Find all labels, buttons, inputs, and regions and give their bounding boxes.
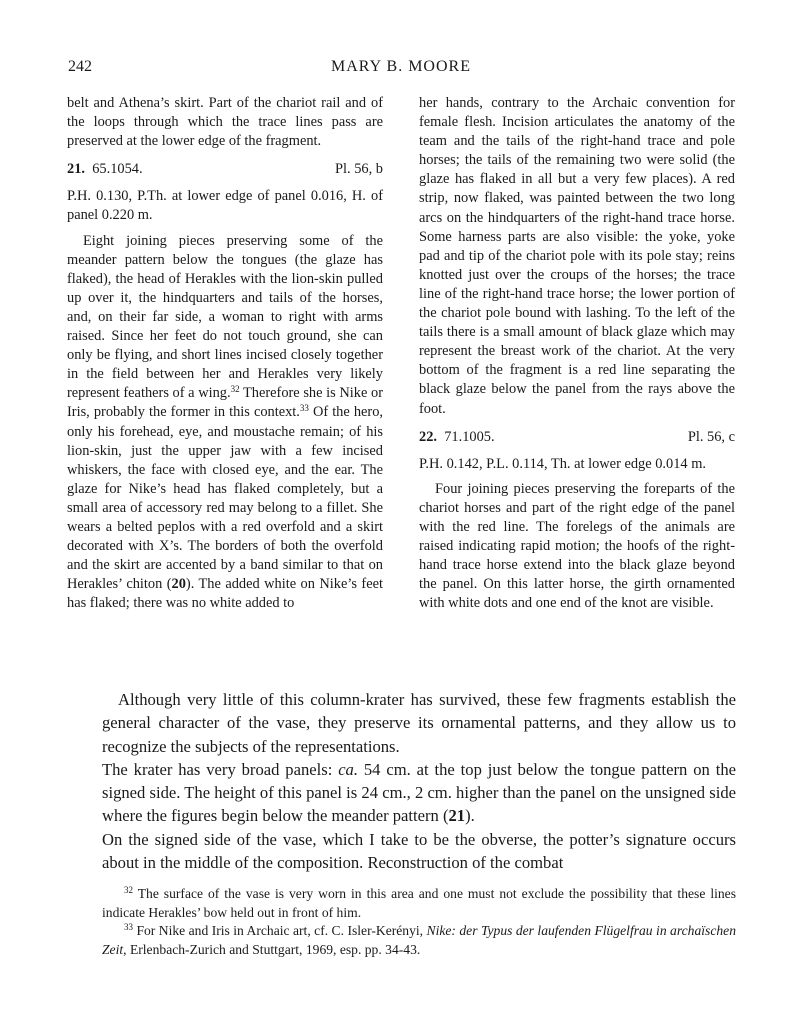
entry-21-number: 21. [67, 161, 85, 178]
footnote-32-text: The surface of the vase is very worn in this area and one must not exclude the possibility that these lines indicate Herakles’ bow held out in front of him. [102, 886, 736, 920]
footnote-ref-32[interactable]: 32 [230, 384, 240, 395]
running-title: MARY B. MOORE [331, 58, 471, 75]
page-header [68, 58, 734, 82]
main-p2-a: The krater has very broad panels: [102, 759, 339, 779]
entry-21-measurements: P.H. 0.130, P.Th. at lower edge of panel 0.016, H. of panel 0.220 m. [67, 188, 383, 224]
footnote-32-mark: 32 [124, 885, 133, 895]
catalogue-entry-21-heading [67, 160, 383, 179]
catalogue-entry-22-heading [419, 428, 735, 447]
entry-21-desc-a: Eight joining pieces preserving some of the meander pattern below the tongues (the glaze has flaked), the head of Herakles with the lion-skin pulled up over it, the hindquarters and tails of the horses, and, on their far side, a woman to right with arms raised. Since her feet do not touch ground, she can only be flying, and short lines incised closely together in the field between her and Herakles very likely represent feathers of a wing. [67, 232, 383, 402]
entry-21-desc-c: Of the hero, only his forehead, eye, and moustache remain; of his lion-skin, just the upper jaw with a few incised whiskers, the face with closed eye, and the ear. The glaze for Nike’s head has flaked completely, but a small area of accessory red may belong to a fillet. She wears a belted peplos with a red overfold and a skirt decorated with X’s. The borders of both the overfold and the skirt are accented by a band similar to that on Herakles’ chiton ( [67, 404, 383, 593]
main-p2-ca: ca. [338, 759, 358, 779]
entry-21-inventory: 65.1054. [92, 161, 143, 178]
footnote-33-a: For Nike and Iris in Archaic art, cf. C. Isler-Kerényi, [133, 923, 427, 939]
footnote-33-mark: 33 [124, 922, 133, 933]
left-continuation-paragraph: belt and Athena’s skirt. Part of the chariot rail and of the loops through which the trace lines pass are preserved at the lower edge of the fragment. [67, 95, 383, 150]
footnote-33 [102, 922, 736, 959]
page-number: 242 [68, 58, 92, 75]
entry-21-desc-b: Therefore she is Nike or Iris, probably the former in this context. [67, 385, 383, 421]
footnote-32 [102, 885, 736, 922]
footnote-33-b: , Erlenbach-Zurich and Stuttgart, 1969, esp. pp. 34-43. [123, 941, 421, 957]
right-column [419, 94, 735, 613]
entry-21-desc-d: ). The added white on Nike’s feet has flaked; there was no white added to [67, 576, 383, 612]
cross-ref-21: 21 [448, 806, 466, 826]
left-column [67, 94, 383, 613]
entry-22-number: 22. [419, 428, 437, 445]
footnote-33-title: Nike: der Typus der laufenden Flügelfrau in archaïschen Zeit [102, 923, 736, 957]
entry-22-plate: Pl. 56, c [687, 428, 735, 445]
main-text [102, 688, 736, 874]
entry-22-description: Four joining pieces preserving the foreparts of the chariot horses and part of the right edge of the panel with the red line. The forelegs of the animals are raised indicating rapid motion; the hoofs of the right-hand trace horse extend into the black glaze beyond the panel. On this latter horse, the girth ornamented with white dots and one end of the knot are visible. [419, 480, 735, 612]
cross-ref-20: 20 [171, 576, 186, 593]
main-paragraph-3: On the signed side of the vase, which I take to be the obverse, the potter’s signature occurs about in the middle of the composition. Reconstruction of the combat [102, 829, 736, 873]
entry-22-inventory: 71.1005. [444, 428, 495, 445]
right-continuation-paragraph: her hands, contrary to the Archaic convention for female flesh. Incision articulates the anatomy of the team and the tails of the right-hand trace and pole horses; the tails of the remaining two were solid (the glaze has flaked in all but a very few places). A red strip, now flaked, was painted between the two long arcs on the hindquarters of the right-hand trace horse. Some harness parts are also visible: the yoke, yoke pad and tip of the chariot pole with its pole stay; reins knotted just over the croups of the horses; the trace line of the right-hand trace horse; the lower portion of the chariot pole bound with lashing. To the left of the tails there is a small amount of black glaze which may represent the breast work of the chariot. At the very bottom of the fragment is a red line separating the black glaze below the panel from the rays above the foot. [419, 95, 735, 417]
main-paragraph-2 [102, 758, 736, 828]
main-paragraph-1: Although very little of this column-krater has survived, these few fragments establish the general character of the vase, they preserve its ornamental patterns, and they allow us to recognize the subjects of the representations. [102, 690, 736, 756]
entry-21-plate: Pl. 56, b [335, 161, 383, 178]
main-p2-c: ). [465, 806, 475, 826]
entry-22-measurements: P.H. 0.142, P.L. 0.114, Th. at lower edge 0.014 m. [419, 455, 706, 472]
main-p2-b: 54 cm. at the top just below the tongue pattern on the signed side. The height of this panel is 24 cm., 2 cm. higher than the panel on the unsigned side where the figures begin below the meander pattern ( [102, 759, 736, 826]
entry-21-description [67, 232, 383, 614]
footnote-ref-33[interactable]: 33 [299, 403, 309, 414]
footnotes [102, 885, 736, 959]
